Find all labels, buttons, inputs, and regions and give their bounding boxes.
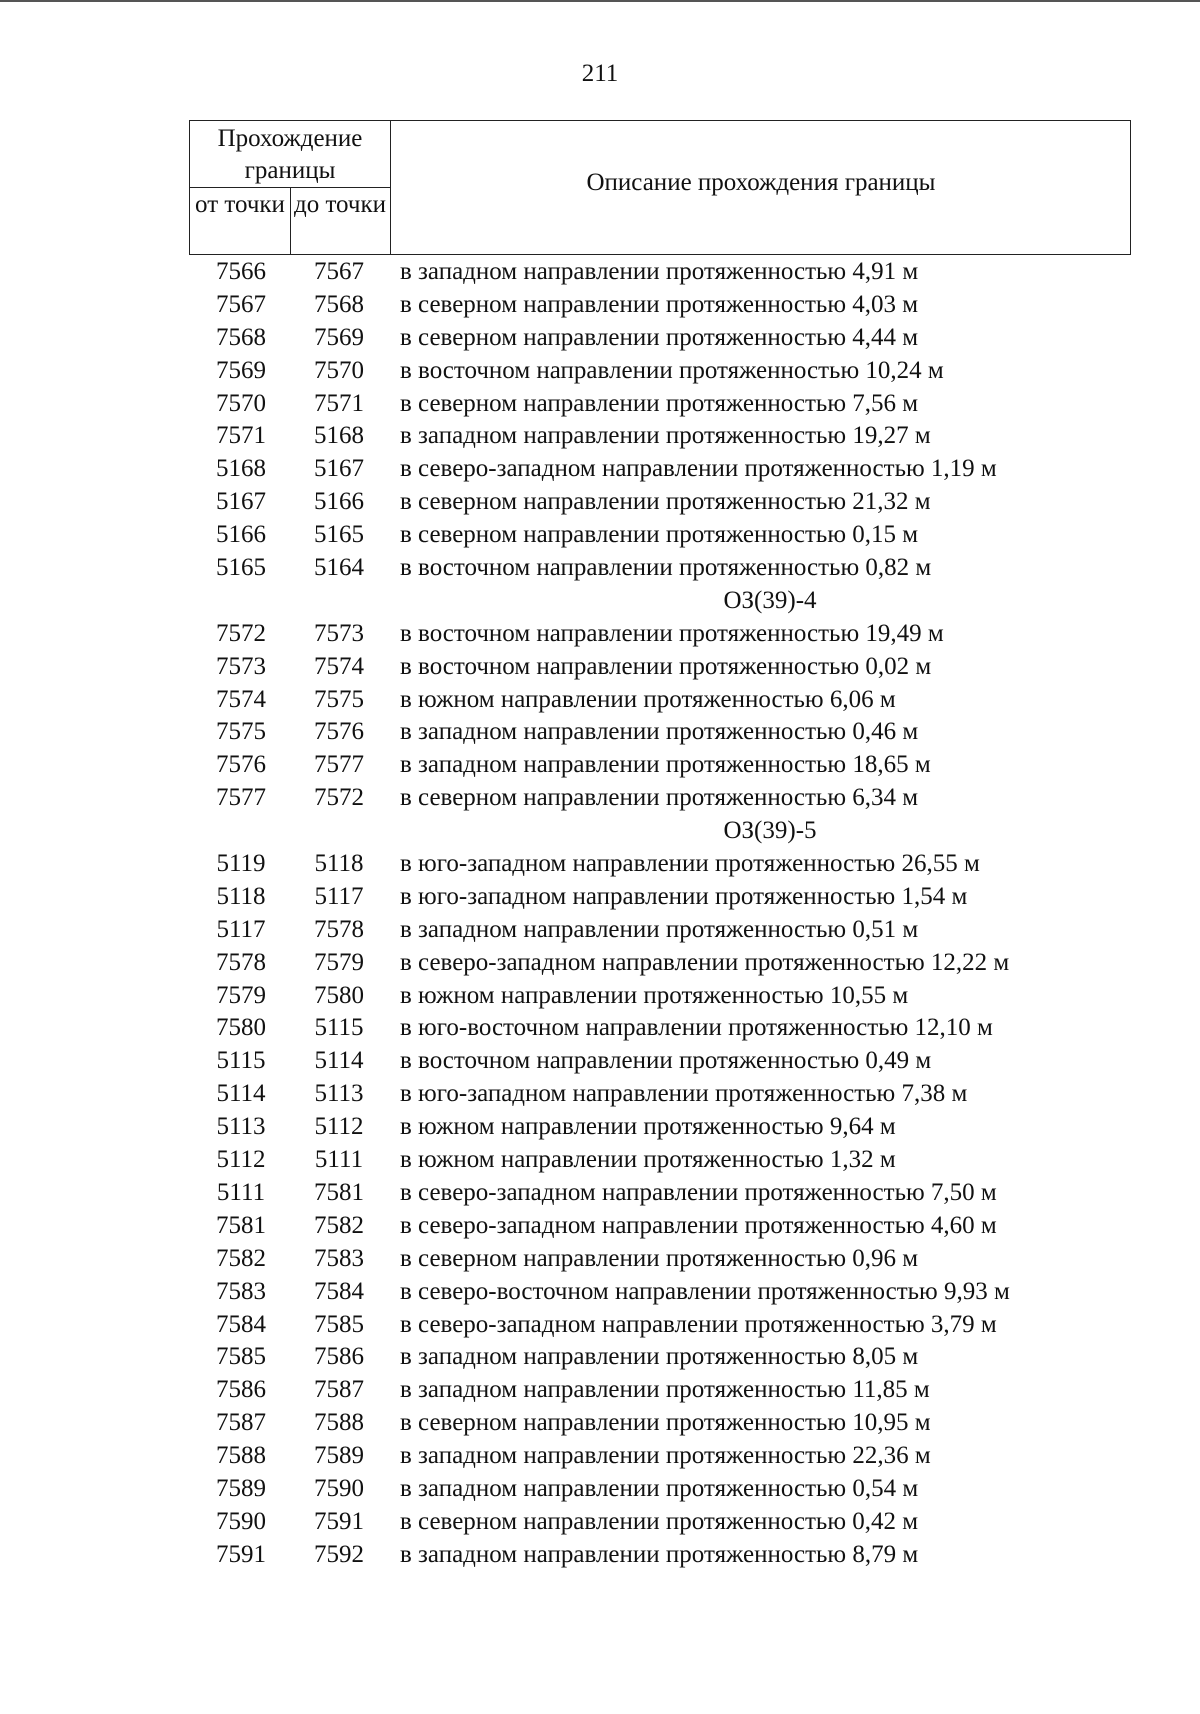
- to-point: 7577: [314, 751, 364, 779]
- boundary-description: в северо-западном направлении протяженностью 12,22 м: [400, 948, 1010, 976]
- boundary-description: в северном направлении протяженностью 0,42 м: [400, 1507, 919, 1535]
- from-point: 7585: [216, 1343, 266, 1371]
- table-row: [189, 848, 1189, 881]
- to-point: 7578: [314, 915, 364, 943]
- boundary-description: в северном направлении протяженностью 21,32 м: [400, 488, 931, 516]
- boundary-description: в западном направлении протяженностью 0,54 м: [400, 1474, 919, 1502]
- boundary-description: в северо-западном направлении протяженностью 7,50 м: [400, 1178, 997, 1206]
- boundary-description: в северном направлении протяженностью 4,44 м: [400, 323, 919, 351]
- to-point: 5165: [314, 521, 364, 549]
- boundary-description: в юго-западном направлении протяженностью 7,38 м: [400, 1080, 968, 1108]
- from-point: 7576: [216, 751, 266, 779]
- boundary-description: в юго-западном направлении протяженностью 1,54 м: [400, 882, 968, 910]
- from-point: 7571: [216, 422, 266, 450]
- from-point: 7588: [216, 1442, 266, 1470]
- table-row: [189, 651, 1189, 684]
- boundary-description: в западном направлении протяженностью 11,85 м: [400, 1376, 930, 1404]
- to-point: 7582: [314, 1211, 364, 1239]
- from-point: 7579: [216, 981, 266, 1009]
- from-point: 7591: [216, 1540, 266, 1568]
- to-point: 7580: [314, 981, 364, 1009]
- boundary-description: в северо-западном направлении протяженностью 3,79 м: [400, 1310, 997, 1338]
- to-point: 5166: [314, 488, 364, 516]
- boundary-description: в западном направлении протяженностью 22,36 м: [400, 1442, 931, 1470]
- boundary-description: в восточном направлении протяженностью 19,49 м: [400, 619, 944, 647]
- boundary-description: в северо-западном направлении протяженностью 4,60 м: [400, 1211, 997, 1239]
- table-row: [189, 1473, 1189, 1506]
- table-row: [189, 1539, 1189, 1572]
- to-point: 7574: [314, 652, 364, 680]
- section-heading: [189, 585, 1189, 618]
- boundary-description: в восточном направлении протяженностью 0,82 м: [400, 554, 932, 582]
- table-row: [189, 914, 1189, 947]
- table-row: [189, 1144, 1189, 1177]
- table-row: [189, 256, 1189, 289]
- table-row: [189, 1407, 1189, 1440]
- from-point: 5119: [216, 850, 266, 878]
- boundary-description: в северном направлении протяженностью 0,15 м: [400, 521, 919, 549]
- top-edge-line: [0, 0, 1200, 2]
- table-row: [189, 552, 1189, 585]
- from-point: 7566: [216, 258, 266, 285]
- boundary-description: в северо-восточном направлении протяженностью 9,93 м: [400, 1277, 1010, 1305]
- boundary-description: в западном направлении протяженностью 4,91 м: [400, 258, 919, 285]
- table-row: [189, 1177, 1189, 1210]
- boundary-description: в северном направлении протяженностью 10,95 м: [400, 1409, 931, 1437]
- page-number: 211: [581, 60, 619, 87]
- to-point: 7568: [314, 290, 364, 318]
- boundary-description: в северном направлении протяженностью 4,03 м: [400, 290, 919, 318]
- to-point: 7592: [314, 1540, 364, 1568]
- boundary-description: в восточном направлении протяженностью 0,02 м: [400, 652, 932, 680]
- to-point: 7572: [314, 784, 364, 812]
- boundary-description: в южном направлении протяженностью 10,55 м: [400, 981, 909, 1009]
- from-point: 7570: [216, 389, 266, 417]
- from-point: 5115: [216, 1047, 266, 1075]
- to-point: 5118: [314, 850, 364, 878]
- from-point: 7584: [216, 1310, 266, 1338]
- table-row: [189, 289, 1189, 322]
- section-label: ОЗ(39)-5: [723, 817, 817, 845]
- from-point: 7569: [216, 356, 266, 384]
- to-point: 7579: [314, 948, 364, 976]
- table-row: [189, 1012, 1189, 1045]
- to-point: 7569: [314, 323, 364, 351]
- from-point: 7574: [216, 685, 266, 713]
- from-point: 7578: [216, 948, 266, 976]
- to-point: 7588: [314, 1409, 364, 1437]
- boundary-description: в западном направлении протяженностью 0,46 м: [400, 718, 919, 746]
- table-row: [189, 322, 1189, 355]
- table-row: [189, 1374, 1189, 1407]
- to-point: 7573: [314, 619, 364, 647]
- from-point: 7589: [216, 1474, 266, 1502]
- to-point: 7586: [314, 1343, 364, 1371]
- to-point: 5114: [314, 1047, 364, 1075]
- boundary-description: в западном направлении протяженностью 8,05 м: [400, 1343, 919, 1371]
- table-row: [189, 388, 1189, 421]
- boundary-description: в восточном направлении протяженностью 0,49 м: [400, 1047, 932, 1075]
- to-point: 7567: [314, 258, 364, 285]
- from-point: 5111: [216, 1178, 266, 1206]
- from-point: 5117: [216, 915, 266, 943]
- table-row: [189, 1276, 1189, 1309]
- table-row: [189, 486, 1189, 519]
- from-point: 7580: [216, 1014, 266, 1042]
- to-point: 5164: [314, 554, 364, 582]
- boundary-description: в северном направлении протяженностью 7,56 м: [400, 389, 919, 417]
- table-row: [189, 716, 1189, 749]
- table-row: [189, 618, 1189, 651]
- from-point: 5118: [216, 882, 266, 910]
- table-row: [189, 1440, 1189, 1473]
- from-point: 7583: [216, 1277, 266, 1305]
- table-row: [189, 1045, 1189, 1078]
- to-point: 7575: [314, 685, 364, 713]
- table-row: [189, 1506, 1189, 1539]
- table-row: [189, 355, 1189, 388]
- boundary-description: в северо-западном направлении протяженностью 1,19 м: [400, 455, 997, 483]
- header-passage: Прохождение границы: [217, 125, 363, 184]
- boundary-description: в западном направлении протяженностью 0,51 м: [400, 915, 919, 943]
- boundary-description: в западном направлении протяженностью 18,65 м: [400, 751, 931, 779]
- header-description: Описание прохождения границы: [586, 169, 936, 196]
- to-point: 7589: [314, 1442, 364, 1470]
- table-row: [189, 420, 1189, 453]
- table-row: [189, 749, 1189, 782]
- to-point: 5111: [314, 1146, 364, 1174]
- table-row: [189, 1210, 1189, 1243]
- to-point: 7581: [314, 1178, 364, 1206]
- boundary-description: в южном направлении протяженностью 6,06 м: [400, 685, 896, 713]
- boundary-description: в восточном направлении протяженностью 10,24 м: [400, 356, 944, 384]
- from-point: 7573: [216, 652, 266, 680]
- to-point: 7576: [314, 718, 364, 746]
- table-row: [189, 453, 1189, 486]
- from-point: 5167: [216, 488, 266, 516]
- to-point: 7570: [314, 356, 364, 384]
- to-point: 5112: [314, 1113, 364, 1141]
- from-point: 5114: [216, 1080, 266, 1108]
- boundary-description: в западном направлении протяженностью 8,79 м: [400, 1540, 919, 1568]
- table-body: [189, 256, 1189, 1572]
- boundary-description: в южном направлении протяженностью 1,32 м: [400, 1146, 896, 1174]
- to-point: 5168: [314, 422, 364, 450]
- section-heading: [189, 815, 1189, 848]
- from-point: 5113: [216, 1113, 266, 1141]
- to-point: 7583: [314, 1244, 364, 1272]
- from-point: 7581: [216, 1211, 266, 1239]
- from-point: 5166: [216, 521, 266, 549]
- to-point: 7571: [314, 389, 364, 417]
- table-row: [189, 684, 1189, 717]
- from-point: 7586: [216, 1376, 266, 1404]
- boundary-description: в западном направлении протяженностью 19,27 м: [400, 422, 931, 450]
- from-point: 7568: [216, 323, 266, 351]
- table-row: [189, 881, 1189, 914]
- table-row: [189, 1078, 1189, 1111]
- table-row: [189, 1111, 1189, 1144]
- to-point: 5113: [314, 1080, 364, 1108]
- from-point: 5168: [216, 455, 266, 483]
- table-row: [189, 1309, 1189, 1342]
- to-point: 5115: [314, 1014, 364, 1042]
- to-point: 7587: [314, 1376, 364, 1404]
- from-point: 7567: [216, 290, 266, 318]
- from-point: 5112: [216, 1146, 266, 1174]
- from-point: 7572: [216, 619, 266, 647]
- from-point: 7590: [216, 1507, 266, 1535]
- to-point: 5117: [314, 882, 364, 910]
- from-point: 7582: [216, 1244, 266, 1272]
- boundary-description: в северном направлении протяженностью 6,34 м: [400, 784, 919, 812]
- header-divider: [190, 187, 390, 188]
- from-point: 7587: [216, 1409, 266, 1437]
- boundary-description: в северном направлении протяженностью 0,96 м: [400, 1244, 919, 1272]
- from-point: 7577: [216, 784, 266, 812]
- to-point: 7585: [314, 1310, 364, 1338]
- table-row: [189, 980, 1189, 1013]
- boundary-description: в юго-западном направлении протяженностью 26,55 м: [400, 850, 980, 878]
- table-row: [189, 519, 1189, 552]
- header-to-point: до точки: [293, 191, 387, 218]
- table-row: [189, 1341, 1189, 1374]
- boundary-description: в южном направлении протяженностью 9,64 м: [400, 1113, 896, 1141]
- header-from-point: от точки: [195, 191, 285, 218]
- boundary-description: в юго-восточном направлении протяженностью 12,10 м: [400, 1014, 993, 1042]
- to-point: 7590: [314, 1474, 364, 1502]
- table-header: [189, 120, 1131, 255]
- table-row: [189, 782, 1189, 815]
- table-row: [189, 1243, 1189, 1276]
- to-point: 7591: [314, 1507, 364, 1535]
- from-point: 7575: [216, 718, 266, 746]
- table-row: [189, 947, 1189, 980]
- from-point: 5165: [216, 554, 266, 582]
- to-point: 5167: [314, 455, 364, 483]
- section-label: ОЗ(39)-4: [723, 586, 817, 614]
- to-point: 7584: [314, 1277, 364, 1305]
